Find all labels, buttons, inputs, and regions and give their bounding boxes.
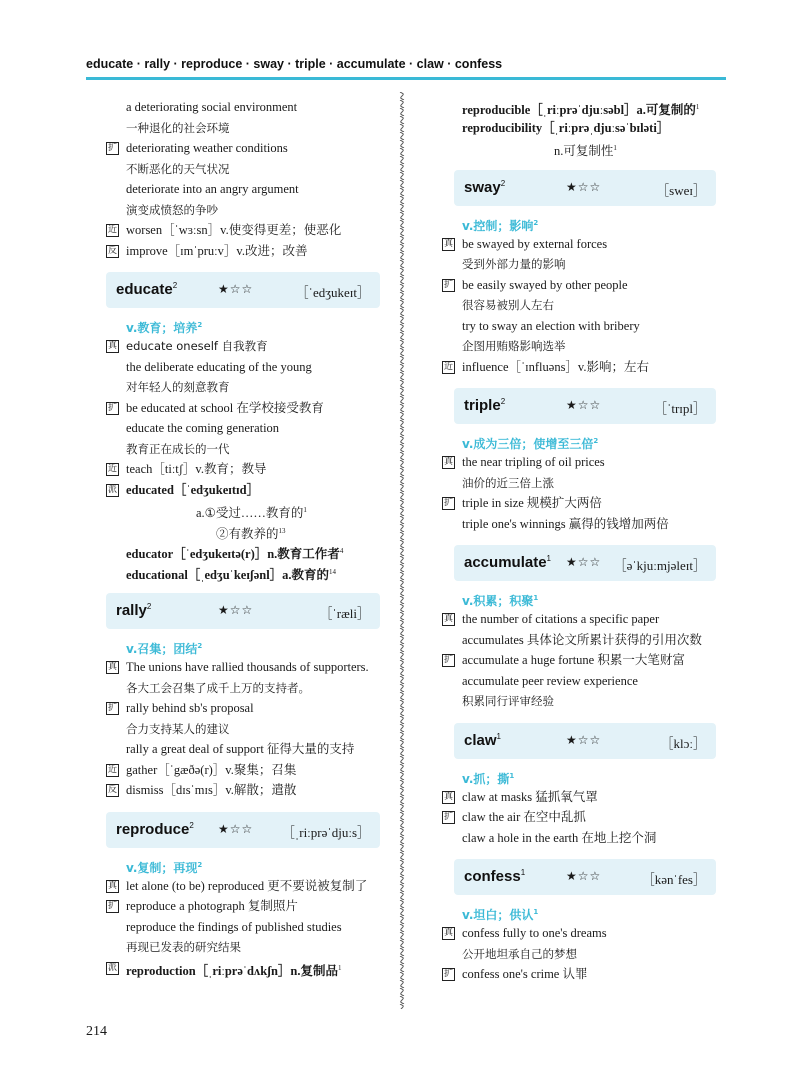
example-line: 真 The unions have rallied thousands of supporters.: [107, 660, 369, 674]
synonym-line: 近 teach［tiːtʃ］v.教育；教导: [107, 462, 267, 476]
example-translation: 各大工会召集了成千上万的支持者。: [126, 680, 310, 695]
example-line: 真 be swayed by external forces: [443, 236, 608, 251]
example-translation: 很容易被别人左右: [462, 298, 554, 312]
part-of-speech: v.复制；再现$^2$: [126, 860, 203, 875]
derivative-meaning: ②有教养的$^{13}$: [216, 526, 286, 541]
phonetic: ［klɔː］: [660, 735, 706, 751]
example-translation: 积累同行评审经验: [462, 694, 554, 708]
phonetic: ［ˈtrɪpl］: [654, 401, 706, 416]
mark-jin: 近: [107, 764, 117, 775]
phonetic: ［ˌriːprəˈdjuːs］: [281, 824, 370, 840]
left-column: [106, 97, 388, 978]
derivative-line: educational［ˌedʒuˈkeɪʃənl］a.教育的$^{14}$: [126, 567, 337, 582]
mark-kuo: 扩: [443, 812, 453, 822]
difficulty-stars: ★☆☆: [566, 179, 602, 194]
mark-kuo: 扩: [107, 402, 117, 413]
derivative-line: 派 educated［ˈedʒukeɪtɪd］: [107, 482, 260, 497]
derivative-line: 派 reproduction［ˌriːprəˈdʌkʃn］n.复制品$^1$: [107, 962, 342, 978]
derivative-line: reproducibility［ˌriːprəˌdjuːsəˈbɪləti］: [462, 120, 670, 135]
part-of-speech: v.坦白；供认$^1$: [462, 908, 539, 922]
synonym-line: 近 influence［ˈɪnfluəns］v.影响；左右: [443, 359, 649, 374]
part-of-speech: v.积累；积聚$^1$: [462, 594, 539, 608]
example-line: 扩 deteriorating weather conditions: [107, 141, 288, 155]
column-divider: [397, 92, 407, 1009]
mark-pai: 派: [107, 962, 117, 973]
entry-header-triple: [454, 388, 716, 424]
entry-header-confess: [454, 859, 716, 895]
phonetic: ［kənˈfes］: [641, 872, 706, 887]
example-line: rally a great deal of support 征得大量的支持: [126, 742, 355, 756]
running-header: educate · rally · reproduce · sway · triple · accumulate · claw · confess: [86, 57, 503, 71]
example-line: a deteriorating social environment: [126, 100, 298, 114]
mark-kuo: 扩: [107, 901, 117, 911]
right-column: [442, 97, 722, 985]
difficulty-stars: ★☆☆: [218, 282, 254, 296]
entry-header-rally: [106, 593, 380, 629]
example-line: 扩 accumulate a huge fortune 积累一大笔财富: [443, 653, 685, 667]
example-line: accumulates 具体论文所累计获得的引用次数: [462, 632, 702, 647]
example-translation: 教育正在成长的一代: [126, 441, 230, 456]
mark-kuo: 扩: [443, 969, 453, 979]
example-line: 真 claw at masks 猛抓氧气罩: [443, 789, 598, 804]
phonetic: ［ˈedʒukeɪt］: [295, 285, 370, 300]
derivative-meaning: a.①受过……教育的$^1$: [196, 506, 307, 521]
headword: accumulate$^1$: [464, 554, 551, 571]
part-of-speech: v.抓；撕$^1$: [462, 771, 515, 786]
example-line: 真 the near tripling of oil prices: [443, 455, 605, 469]
derivative-meaning: n.可复制性$^1$: [554, 144, 617, 159]
entry-header-educate: [106, 272, 380, 308]
example-line: 真 educate oneself 自我教育: [107, 339, 268, 353]
example-line: 扩 rally behind sb's proposal: [107, 701, 254, 715]
difficulty-stars: ★☆☆: [566, 555, 602, 569]
derivative-line: educator［ˈedʒukeɪtə(r)］n.教育工作者$^4$: [126, 547, 344, 562]
example-line: the deliberate educating of the young: [126, 359, 312, 374]
example-line: 扩 be easily swayed by other people: [443, 277, 628, 292]
entry-header-accumulate: [454, 545, 716, 581]
mark-zhen: 真: [443, 791, 453, 802]
headword: claw$^1$: [464, 731, 501, 749]
mark-kuo: 扩: [443, 279, 453, 290]
example-line: 扩 be educated at school 在学校接受教育: [107, 400, 324, 415]
antonym-line: 反 improve［ɪmˈpruːv］v.改进；改善: [107, 243, 308, 258]
example-translation: 公开地坦承自己的梦想: [462, 946, 577, 961]
example-translation: 受到外部力量的影响: [462, 257, 566, 271]
example-translation: 合力支持某人的建议: [126, 721, 230, 736]
header-rule: [86, 77, 726, 80]
antonym-line: 反 dismiss［dɪsˈmɪs］v.解散；遣散: [107, 783, 297, 797]
entry-header-reproduce: [106, 812, 380, 848]
mark-zhen: 真: [443, 238, 453, 249]
entry-header-sway: [454, 170, 716, 206]
example-translation: 对年轻人的刻意教育: [126, 380, 230, 394]
mark-kuo: 扩: [107, 143, 117, 153]
difficulty-stars: ★☆☆: [566, 398, 602, 412]
phonetic: ［sweɪ］: [656, 182, 706, 198]
example-line: accumulate peer review experience: [462, 673, 638, 688]
example-translation: 企图用贿赂影响选举: [462, 339, 566, 353]
part-of-speech: v.控制；影响$^2$: [462, 218, 539, 233]
headword: reproduce$^2$: [116, 820, 194, 838]
example-line: 扩 reproduce a photograph 复制照片: [107, 899, 298, 913]
headword: rally$^2$: [116, 602, 152, 619]
example-line: 扩 triple in size 规模扩大两倍: [443, 496, 602, 510]
mark-zhen: 真: [443, 614, 453, 624]
mark-jin: 近: [107, 225, 117, 235]
mark-kuo: 扩: [443, 655, 453, 665]
example-line: deteriorate into an angry argument: [126, 182, 299, 196]
part-of-speech: v.成为三倍；使增至三倍$^2$: [462, 437, 599, 451]
mark-zhen: 真: [107, 880, 117, 891]
example-line: 真 confess fully to one's dreams: [443, 926, 607, 940]
mark-pai: 派: [107, 484, 117, 495]
synonym-line: 近 worsen［ˈwɜːsn］v.使变得更差；使恶化: [107, 223, 342, 237]
example-translation: 不断恶化的天气状况: [126, 161, 230, 176]
mark-zhen: 真: [443, 928, 453, 938]
example-line: 扩 claw the air 在空中乱抓: [443, 810, 586, 824]
headword: confess$^1$: [464, 868, 526, 885]
example-line: claw a hole in the earth 在地上挖个洞: [462, 830, 657, 845]
example-line: try to sway an election with bribery: [462, 318, 640, 333]
mark-fan: 反: [107, 785, 117, 795]
example-translation: 演变成愤怒的争吵: [126, 202, 218, 217]
example-translation: 油价的近三倍上涨: [462, 475, 554, 490]
example-line: 真 let alone (to be) reproduced 更不要说被复制了: [107, 878, 368, 893]
difficulty-stars: ★☆☆: [566, 732, 602, 747]
mark-jin: 近: [443, 361, 453, 372]
entry-header-claw: [454, 723, 716, 759]
mark-zhen: 真: [107, 662, 117, 672]
example-line: 扩 confess one's crime 认罪: [443, 967, 588, 981]
difficulty-stars: ★☆☆: [218, 603, 254, 617]
mark-zhen: 真: [443, 457, 453, 467]
mark-kuo: 扩: [107, 703, 117, 713]
mark-fan: 反: [107, 245, 117, 256]
part-of-speech: v.召集；团结$^2$: [126, 642, 203, 656]
phonetic: ［əˈkjuːmjəleɪt］: [613, 558, 706, 573]
difficulty-stars: ★☆☆: [566, 869, 602, 883]
phonetic: ［ˈræli］: [319, 606, 370, 621]
mark-jin: 近: [107, 464, 117, 474]
headword: educate$^2$: [116, 281, 178, 298]
headword: triple$^2$: [464, 397, 506, 414]
example-line: educate the coming generation: [126, 421, 280, 435]
part-of-speech: v.教育；培养$^2$: [126, 321, 203, 335]
derivative-line: reproducible［ˌriːprəˈdjuːsəbl］a.可复制的$^1$: [462, 103, 700, 118]
headword: sway$^2$: [464, 178, 506, 196]
example-line: 真 the number of citations a specific paper: [443, 612, 660, 626]
example-translation: 一种退化的社会环境: [126, 120, 230, 135]
difficulty-stars: ★☆☆: [218, 821, 254, 836]
synonym-line: 近 gather［ˈgæðə(r)］v.聚集；召集: [107, 762, 297, 777]
mark-kuo: 扩: [443, 498, 453, 508]
mark-zhen: 真: [107, 341, 117, 351]
example-line: reproduce the findings of published studies: [126, 919, 342, 934]
example-translation: 再现已发表的研究结果: [126, 940, 241, 954]
example-line: triple one's winnings 赢得的钱增加两倍: [462, 516, 669, 531]
page-number: 214: [86, 1024, 107, 1039]
